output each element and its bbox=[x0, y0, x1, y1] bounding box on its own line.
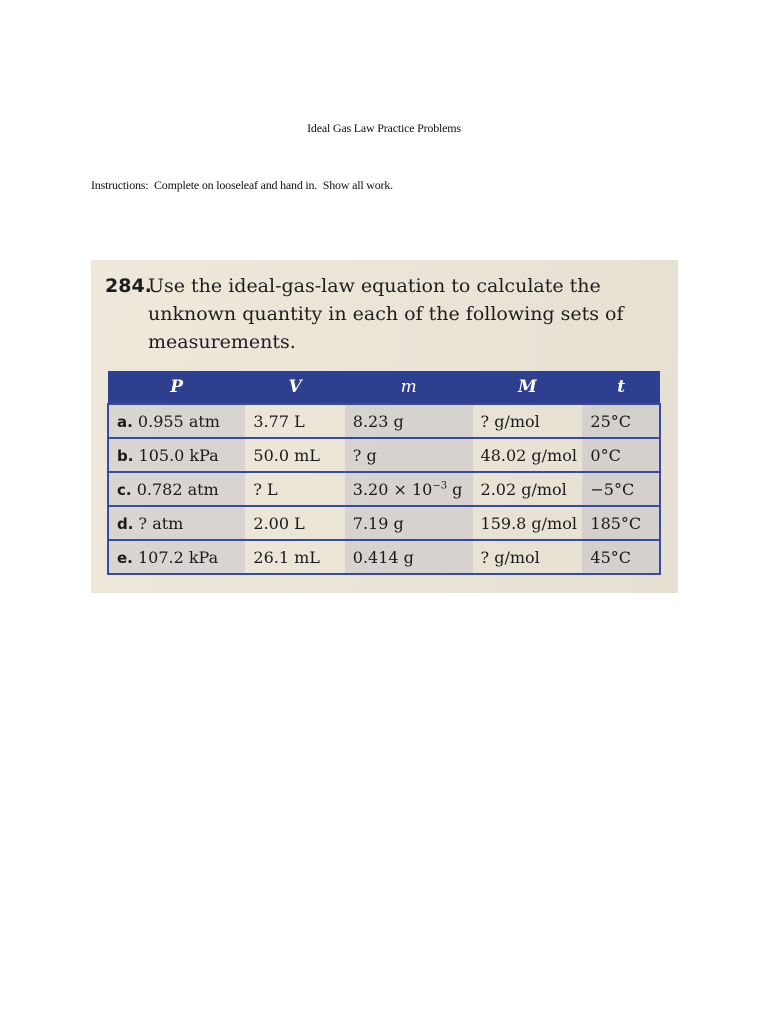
cell-molar-mass: 2.02 g/mol bbox=[473, 472, 583, 506]
mass-exponent: −3 bbox=[432, 480, 448, 492]
textbook-photo bbox=[91, 260, 678, 593]
cell-molar-mass: ? g/mol bbox=[473, 404, 583, 438]
pressure-value: 107.2 kPa bbox=[137, 547, 219, 567]
row-label: c. bbox=[117, 480, 132, 499]
table-row bbox=[108, 404, 660, 438]
table-row bbox=[108, 540, 660, 574]
table-header-row bbox=[108, 371, 660, 404]
cell-mass: ? g bbox=[345, 438, 473, 472]
gas-law-table bbox=[107, 371, 661, 575]
cell-temperature: 0°C bbox=[582, 438, 660, 472]
problem bbox=[105, 272, 665, 356]
cell-molar-mass: 159.8 g/mol bbox=[473, 506, 583, 540]
cell-pressure bbox=[108, 438, 245, 472]
cell-volume: 26.1 mL bbox=[245, 540, 344, 574]
mass-base: 3.20 × 10 bbox=[352, 479, 433, 499]
cell-molar-mass: ? g/mol bbox=[473, 540, 583, 574]
table-row bbox=[108, 472, 660, 506]
pressure-value: ? atm bbox=[138, 513, 184, 533]
row-label: e. bbox=[117, 548, 133, 567]
pressure-value: 0.782 atm bbox=[136, 479, 219, 499]
cell-mass: 7.19 g bbox=[345, 506, 473, 540]
header-pressure: P bbox=[108, 371, 245, 404]
pressure-value: 0.955 atm bbox=[137, 411, 220, 431]
cell-pressure bbox=[108, 404, 245, 438]
table-row bbox=[108, 506, 660, 540]
cell-mass bbox=[345, 472, 473, 506]
mass-unit: g bbox=[447, 479, 463, 499]
cell-temperature: 25°C bbox=[582, 404, 660, 438]
header-volume: V bbox=[245, 371, 344, 404]
row-label: b. bbox=[117, 446, 134, 465]
cell-molar-mass: 48.02 g/mol bbox=[473, 438, 583, 472]
cell-mass: 8.23 g bbox=[345, 404, 473, 438]
row-label: d. bbox=[117, 514, 134, 533]
pressure-value: 105.0 kPa bbox=[138, 445, 219, 465]
table-row bbox=[108, 438, 660, 472]
cell-temperature: 185°C bbox=[582, 506, 660, 540]
cell-temperature: −5°C bbox=[582, 472, 660, 506]
cell-volume: 3.77 L bbox=[245, 404, 344, 438]
cell-pressure bbox=[108, 540, 245, 574]
cell-volume: 50.0 mL bbox=[245, 438, 344, 472]
cell-pressure bbox=[108, 472, 245, 506]
row-label: a. bbox=[117, 412, 133, 431]
problem-text: Use the ideal-gas-law equation to calculate the unknown quantity in each of the following sets of measurements. bbox=[148, 275, 624, 353]
problem-number: 284. bbox=[105, 275, 152, 297]
instructions: Instructions: Complete on looseleaf and hand in. Show all work. bbox=[91, 178, 393, 192]
cell-volume: ? L bbox=[245, 472, 344, 506]
cell-pressure bbox=[108, 506, 245, 540]
document-title: Ideal Gas Law Practice Problems bbox=[307, 121, 461, 135]
cell-volume: 2.00 L bbox=[245, 506, 344, 540]
header-temperature: t bbox=[582, 371, 660, 404]
header-mass: m bbox=[345, 371, 473, 404]
header-molar-mass: M bbox=[473, 371, 583, 404]
cell-temperature: 45°C bbox=[582, 540, 660, 574]
cell-mass: 0.414 g bbox=[345, 540, 473, 574]
